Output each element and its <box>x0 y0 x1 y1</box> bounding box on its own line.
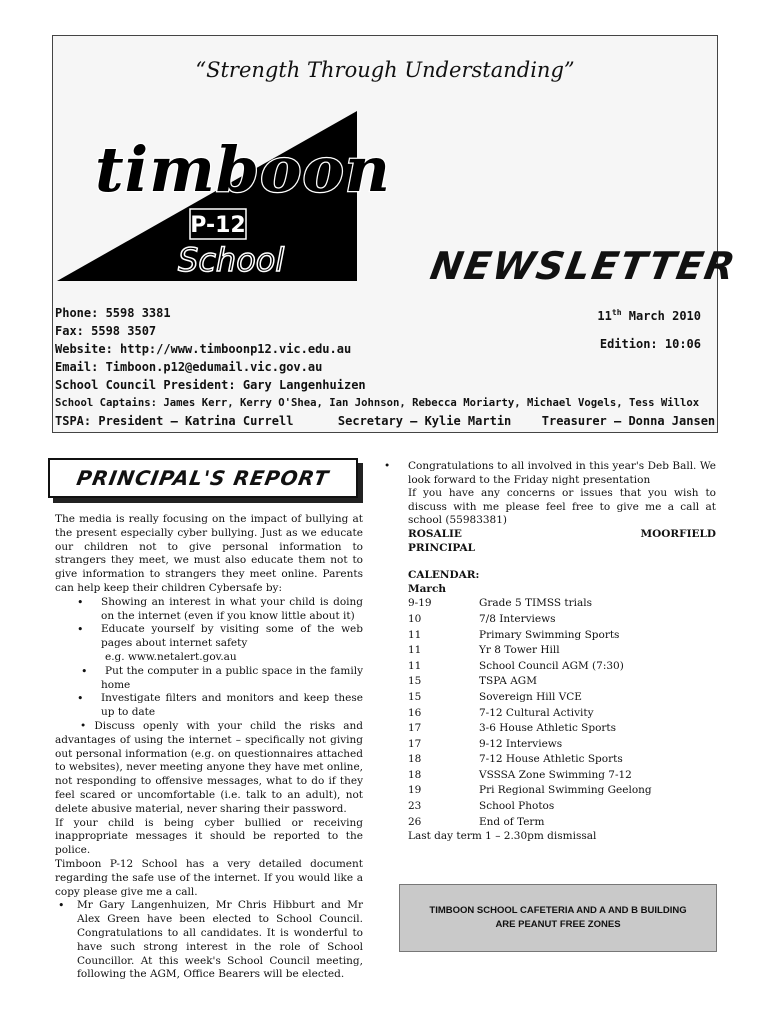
council-president: School Council President: Gary Langenhuizen <box>55 378 366 392</box>
calendar-date: 18 <box>408 768 422 781</box>
calendar-event: 7/8 Interviews <box>479 612 556 625</box>
calendar-row <box>408 706 716 722</box>
calendar-row <box>408 737 716 753</box>
phone: Phone: 5598 3381 <box>55 306 171 320</box>
logo-grade: P-12 <box>190 213 246 238</box>
email[interactable]: Email: Timboon.p12@edumail.vic.gov.au <box>55 360 323 374</box>
calendar-event: Yr 8 Tower Hill <box>479 644 560 657</box>
calendar-event: School Council AGM (7:30) <box>479 659 624 672</box>
calendar-date: 10 <box>408 612 422 625</box>
calendar-month: March <box>408 582 446 595</box>
signature-title: PRINCIPAL <box>408 541 476 554</box>
calendar-date: 19 <box>408 784 422 797</box>
report-document: Timboon P-12 School has a very detailed document regarding the safe use of the internet. If you would like a copy please give me a call. <box>55 857 363 898</box>
calendar-row <box>408 674 716 690</box>
calendar-date: 15 <box>408 690 422 703</box>
calendar-event: VSSSA Zone Swimming 7-12 <box>479 768 632 781</box>
calendar-event: End of Term <box>479 815 545 828</box>
calendar-rows <box>408 596 716 830</box>
signature-last-name: MOORFIELD <box>640 527 716 540</box>
example-url: e.g. www.netalert.gov.au <box>105 650 237 663</box>
calendar-row <box>408 659 716 675</box>
calendar-heading: CALENDAR: <box>408 569 480 582</box>
calendar-row <box>408 721 716 737</box>
list-item: • Showing an interest in what your child is doing on the internet (even if you know little about it) <box>101 596 363 624</box>
tspa-treasurer: Treasurer – Donna Jansen <box>541 414 716 428</box>
school-logo <box>57 111 391 281</box>
website[interactable]: Website: http://www.timboonp12.vic.edu.au <box>55 342 352 356</box>
masthead <box>52 35 741 433</box>
calendar-event: Pri Regional Swimming Geelong <box>479 784 652 797</box>
calendar-row <box>408 799 716 815</box>
edition: Edition: 10:06 <box>599 337 701 351</box>
right-column: • Congratulations to all involved in this year's Deb Ball. We look forward to the Friday night presentation If you have any concerns or issues that you wish to discuss with me please feel free to give me a call at school (55983381) ROSALIE MOORFIELD PRINCIPAL CALENDAR: March 9-19 Grade 5 TIMSS trials 10 7/8 Interviews 11 Primary Swimming Sports 11 Yr 8 Tower Hill 11 School Council AGM (7:30) 15 TSPA AGM 15 Sovereign Hill VCE 16 7-12 Cultural Activity 17 3-6 House Athletic Sports 17 9-12 Interviews 18 7-12 House Athletic Sports 18 VSSSA Zone Swimming 7-12 19 Pri Regional Swimming Geelong 23 School Photos 26 End of Term Last day term 1 – 2.30pm dismissal <box>384 460 716 843</box>
school-captains: School Captains: James Kerr, Kerry O'Shea, Ian Johnson, Rebecca Moriarty, Michael Vogels, Tess Willox <box>55 397 700 409</box>
calendar-row <box>408 643 716 659</box>
calendar-date: 26 <box>408 815 422 828</box>
list-item: • Mr Gary Langenhuizen, Mr Chris Hibburt and Mr Alex Green have been elected to School Council. Congratulations to all candidates. It is wonderful to have such strong interest in the role of School Councillor. At this week's School Council meeting, following the AGM, Office Bearers will be elected. <box>77 899 363 982</box>
calendar-row <box>408 783 716 799</box>
signature <box>408 528 716 542</box>
issue-info <box>597 304 701 353</box>
calendar-row <box>408 596 716 612</box>
calendar-date: 17 <box>408 737 422 750</box>
calendar-row <box>408 815 716 831</box>
logo-name: timboon <box>95 133 391 206</box>
calendar-event: 7-12 Cultural Activity <box>479 706 594 719</box>
banner-line-2: ARE PEANUT FREE ZONES <box>495 919 621 930</box>
calendar-date: 18 <box>408 753 422 766</box>
newsletter-title: NEWSLETTER <box>427 244 741 288</box>
issue-date: 11th March 2010 <box>597 308 701 323</box>
report-cyber-bullied: If your child is being cyber bullied or receiving inappropriate messages it should be reported to the police. <box>55 816 363 857</box>
calendar-row <box>408 628 716 644</box>
calendar-event: 7-12 House Athletic Sports <box>479 753 623 766</box>
calendar-event: 9-12 Interviews <box>479 737 563 750</box>
council-list <box>55 899 363 982</box>
logo-word: School <box>178 241 285 279</box>
deb-ball-text: Congratulations to all involved in this year's Deb Ball. We look forward to the Friday night presentation <box>408 460 716 486</box>
list-item: • Investigate filters and monitors and keep these up to date <box>101 692 363 720</box>
tspa-president: TSPA: President – Katrina Currell <box>55 414 294 428</box>
calendar-event: Sovereign Hill VCE <box>479 690 582 703</box>
calendar-date: 11 <box>408 659 422 672</box>
calendar-event: School Photos <box>479 800 555 813</box>
calendar-event: 3-6 House Athletic Sports <box>479 722 617 735</box>
principal-report-body <box>55 513 363 982</box>
peanut-free-banner <box>399 884 717 952</box>
calendar-event: Grade 5 TIMSS trials <box>479 597 593 610</box>
calendar-event: TSPA AGM <box>479 675 537 688</box>
calendar-date: 16 <box>408 706 422 719</box>
report-intro: The media is really focusing on the impact of bullying at the present especially cyber bullying. Just as we educate our children not to give personal information to strangers they meet, we must also educate them not to give information to strangers they meet online. Parents can help keep their children Cybersafe by: <box>55 513 363 594</box>
calendar-date: 9-19 <box>408 597 432 610</box>
tspa-line <box>55 412 715 430</box>
calendar-row <box>408 752 716 768</box>
list-item: • Educate yourself by visiting some of the web pages about internet safety e.g. www.netalert.gov.au <box>101 623 363 664</box>
report-discuss: • Discuss openly with your child the risks and advantages of using the internet – specifically not giving out personal information (e.g. on questionnaires attached to websites), never meeting anyone they have met online, not responding to offensive messages, what to do if they feel scared or uncomfortable (i.e. talk to an adult), not delete abusive material, never sharing their password. <box>55 719 363 815</box>
last-day-note: Last day term 1 – 2.30pm dismissal <box>408 830 597 843</box>
tspa-secretary: Secretary – Kylie Martin <box>337 414 512 428</box>
calendar <box>408 569 716 844</box>
cybersafe-list <box>55 596 363 720</box>
calendar-date: 17 <box>408 722 422 735</box>
calendar-date: 23 <box>408 800 422 813</box>
principal-report-heading: PRINCIPAL'S REPORT <box>74 466 331 490</box>
banner-line-1: TIMBOON SCHOOL CAFETERIA AND A AND B BUILDING <box>429 905 687 916</box>
motto: “Strength Through Understanding” <box>195 58 575 82</box>
calendar-date: 11 <box>408 644 422 657</box>
principal-report-heading-box <box>48 458 358 498</box>
calendar-row <box>408 612 716 628</box>
signature-first-name: ROSALIE <box>408 527 462 540</box>
calendar-date: 11 <box>408 628 422 641</box>
calendar-event: Primary Swimming Sports <box>479 628 620 641</box>
fax: Fax: 5598 3507 <box>55 324 157 338</box>
concerns-text: If you have any concerns or issues that you wish to discuss with me please feel free to give me a call at school (55983381) <box>408 487 716 527</box>
calendar-row <box>408 690 716 706</box>
calendar-row <box>408 768 716 784</box>
calendar-date: 15 <box>408 675 422 688</box>
list-item: • Put the computer in a public space in the family home <box>101 665 363 693</box>
